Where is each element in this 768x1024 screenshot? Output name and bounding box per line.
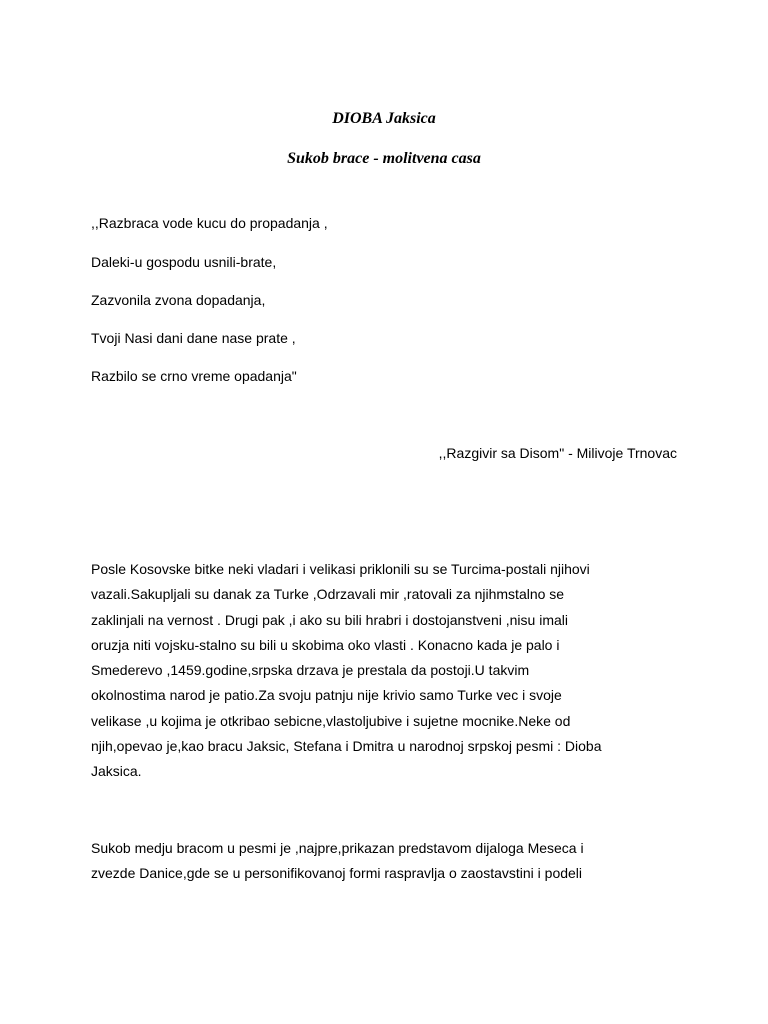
paragraph-line: velikase ,u kojima je otkribao sebicne,vlastoljubive i sujetne mocnike.Neke od bbox=[91, 712, 571, 729]
paragraph-line: Smederevo ,1459.godine,srpska drzava je prestala da postoji.U takvim bbox=[91, 662, 530, 679]
poem-line: ,,Razbraca vode kucu do propadanja , bbox=[91, 215, 328, 231]
document-subtitle: Sukob brace - molitvena casa bbox=[287, 150, 481, 167]
poem-line: Tvoji Nasi dani dane nase prate , bbox=[91, 330, 296, 346]
document-title: DIOBA Jaksica bbox=[332, 110, 436, 127]
poem-line: Razbilo se crno vreme opadanja" bbox=[91, 368, 297, 384]
paragraph-line: Jaksica. bbox=[91, 763, 142, 780]
paragraph-line: vazali.Sakupljali su danak za Turke ,Odrzavali mir ,ratovali za njihmstalno se bbox=[91, 586, 565, 603]
paragraph-line: Sukob medju bracom u pesmi je ,najpre,prikazan predstavom dijaloga Meseca i bbox=[91, 840, 584, 856]
paragraph-line: Posle Kosovske bitke neki vladari i velikasi priklonili su se Turcima-postali njihovi bbox=[91, 561, 590, 577]
paragraph-line: njih,opevao je,kao bracu Jaksic, Stefana i Dmitra u narodnoj srpskoj pesmi : Dioba bbox=[91, 738, 602, 755]
paragraph bbox=[91, 836, 681, 887]
poem-line: Zazvonila zvona dopadanja, bbox=[91, 292, 266, 308]
poem-line: Daleki-u gospodu usnili-brate, bbox=[91, 254, 277, 270]
paragraph-line: okolnostima narod je patio.Za svoju patnju nije krivio samo Turke vec i svoje bbox=[91, 687, 562, 704]
poem-attribution: ,,Razgivir sa Disom" - Milivoje Trnovac bbox=[438, 445, 677, 461]
paragraph-line: oruzja niti vojsku-stalno su bili u skobima oko vlasti . Konacno kada je palo i bbox=[91, 636, 560, 653]
paragraph-line: zaklinjali na vernost . Drugi pak ,i ako su bili hrabri i dostojanstveni ,nisu imali bbox=[91, 611, 568, 628]
paragraph-line: zvezde Danice,gde se u personifikovanoj formi raspravlja o zaostavstini i podeli bbox=[91, 865, 583, 882]
paragraph bbox=[91, 557, 681, 785]
